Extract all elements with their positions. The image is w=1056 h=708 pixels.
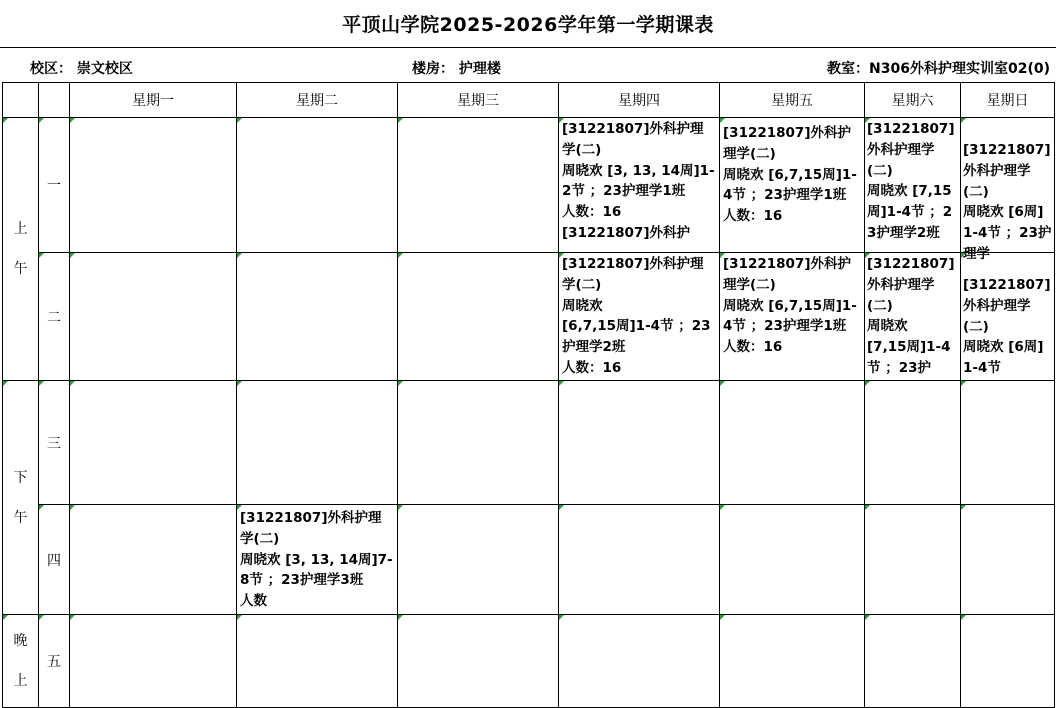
section-cell-1 (39, 118, 70, 253)
period-label: 晚上 (13, 633, 28, 689)
course-entry: [31221807]外科护理学(二) 周晓欢 [7,15周]1-4节 ；23护理学2班 (867, 121, 955, 241)
section-cell-5 (39, 615, 70, 708)
course-entry: [31221807]外科护理学(二) 周晓欢 [6周]1-4节 ；23护理学 (963, 142, 1052, 262)
slot-fri-1[interactable] (720, 118, 865, 253)
slot-tue-4[interactable] (237, 505, 398, 615)
course-entry: [31221807]外科护理学(二) 周晓欢 [3, 13, 14周]7-8节 ；23护理学3班 人数 (240, 510, 393, 610)
course-entry: [31221807]外科护理学(二) 周晓欢 [6周]1-4节 (963, 277, 1051, 377)
course-entry: [31221807]外科护理学(二) 周晓欢 [6,7,15周]1-4节 ；23护理学2班 人数：16 (562, 256, 711, 376)
slot-wed-5[interactable] (398, 615, 559, 708)
slot-thu-5[interactable] (559, 615, 720, 708)
slot-mon-3[interactable] (70, 381, 237, 505)
slot-mon-5[interactable] (70, 615, 237, 708)
section-label: 五 (47, 654, 61, 670)
slot-wed-2[interactable] (398, 253, 559, 381)
slot-thu-2[interactable] (559, 253, 720, 381)
slot-sat-4[interactable] (865, 505, 961, 615)
day-header-sat: 星期六 (865, 83, 961, 118)
day-header-thu: 星期四 (559, 83, 720, 118)
slot-wed-1[interactable] (398, 118, 559, 253)
slot-sun-3[interactable] (961, 381, 1055, 505)
section-row-4 (3, 505, 1055, 615)
section-row-3 (3, 381, 1055, 505)
corner-cell (39, 83, 70, 118)
title-divider (0, 47, 1056, 48)
slot-wed-4[interactable] (398, 505, 559, 615)
slot-fri-2[interactable] (720, 253, 865, 381)
day-header-mon: 星期一 (70, 83, 237, 118)
period-morning (3, 118, 39, 381)
course-entry: [31221807]外科护理学(二) 周晓欢 [6,7,15周]1-4节 ；23护理学1班 人数：16 (723, 256, 857, 356)
section-row-1 (3, 118, 1055, 253)
slot-sun-4[interactable] (961, 505, 1055, 615)
section-label: 一 (47, 178, 61, 194)
course-entry: [31221807]外科护理学(二) 周晓欢 [6,7,15周]1-4节 ；23护理学1班 人数：16 (723, 125, 857, 225)
slot-tue-1[interactable] (237, 118, 398, 253)
slot-sun-2[interactable] (961, 253, 1055, 381)
section-label: 二 (47, 309, 61, 326)
slot-sat-1[interactable] (865, 118, 961, 253)
slot-wed-3[interactable] (398, 381, 559, 505)
slot-fri-4[interactable] (720, 505, 865, 615)
slot-sat-2[interactable] (865, 253, 961, 381)
section-row-5 (3, 615, 1055, 708)
slot-fri-3[interactable] (720, 381, 865, 505)
header-row (3, 83, 1055, 118)
slot-mon-4[interactable] (70, 505, 237, 615)
slot-tue-2[interactable] (237, 253, 398, 381)
slot-tue-3[interactable] (237, 381, 398, 505)
page-title: 平顶山学院2025-2026学年第一学期课表 (342, 14, 714, 36)
day-header-sun: 星期日 (961, 83, 1055, 118)
slot-sat-5[interactable] (865, 615, 961, 708)
corner-cell (3, 83, 39, 118)
slot-sun-5[interactable] (961, 615, 1055, 708)
section-cell-2 (39, 253, 70, 381)
timetable (2, 82, 1055, 708)
day-header-tue: 星期二 (237, 83, 398, 118)
course-entry: [31221807]外科护理学(二) 周晓欢 [7,15周]1-4节 ；23护 (867, 256, 955, 376)
day-header-fri: 星期五 (720, 83, 865, 118)
slot-sun-1[interactable] (961, 118, 1055, 262)
slot-mon-2[interactable] (70, 253, 237, 381)
slot-tue-5[interactable] (237, 615, 398, 708)
course-entry: [31221807]外科护理学(二) 周晓欢 [3, 13, 14周]1-2节 ；23护理学1班 人数：16 [31221807]外科护 (562, 121, 715, 241)
period-label: 下午 (13, 469, 28, 526)
section-cell-3 (39, 381, 70, 505)
room-label: 教室：N306外科护理实训室02(0) (827, 61, 1050, 77)
slot-fri-5[interactable] (720, 615, 865, 708)
section-label: 三 (47, 435, 61, 452)
section-label: 四 (47, 552, 61, 569)
period-evening (3, 615, 39, 708)
period-afternoon (3, 381, 39, 615)
section-cell-4 (39, 505, 70, 615)
section-row-2 (3, 253, 1055, 381)
building-label: 楼房： 护理楼 (412, 61, 501, 77)
day-header-wed: 星期三 (398, 83, 559, 118)
slot-thu-3[interactable] (559, 381, 720, 505)
campus-label: 校区： 崇文校区 (30, 61, 133, 77)
slot-thu-1[interactable] (559, 118, 720, 253)
slot-sat-3[interactable] (865, 381, 961, 505)
slot-thu-4[interactable] (559, 505, 720, 615)
slot-mon-1[interactable] (70, 118, 237, 253)
period-label: 上午 (13, 221, 28, 277)
